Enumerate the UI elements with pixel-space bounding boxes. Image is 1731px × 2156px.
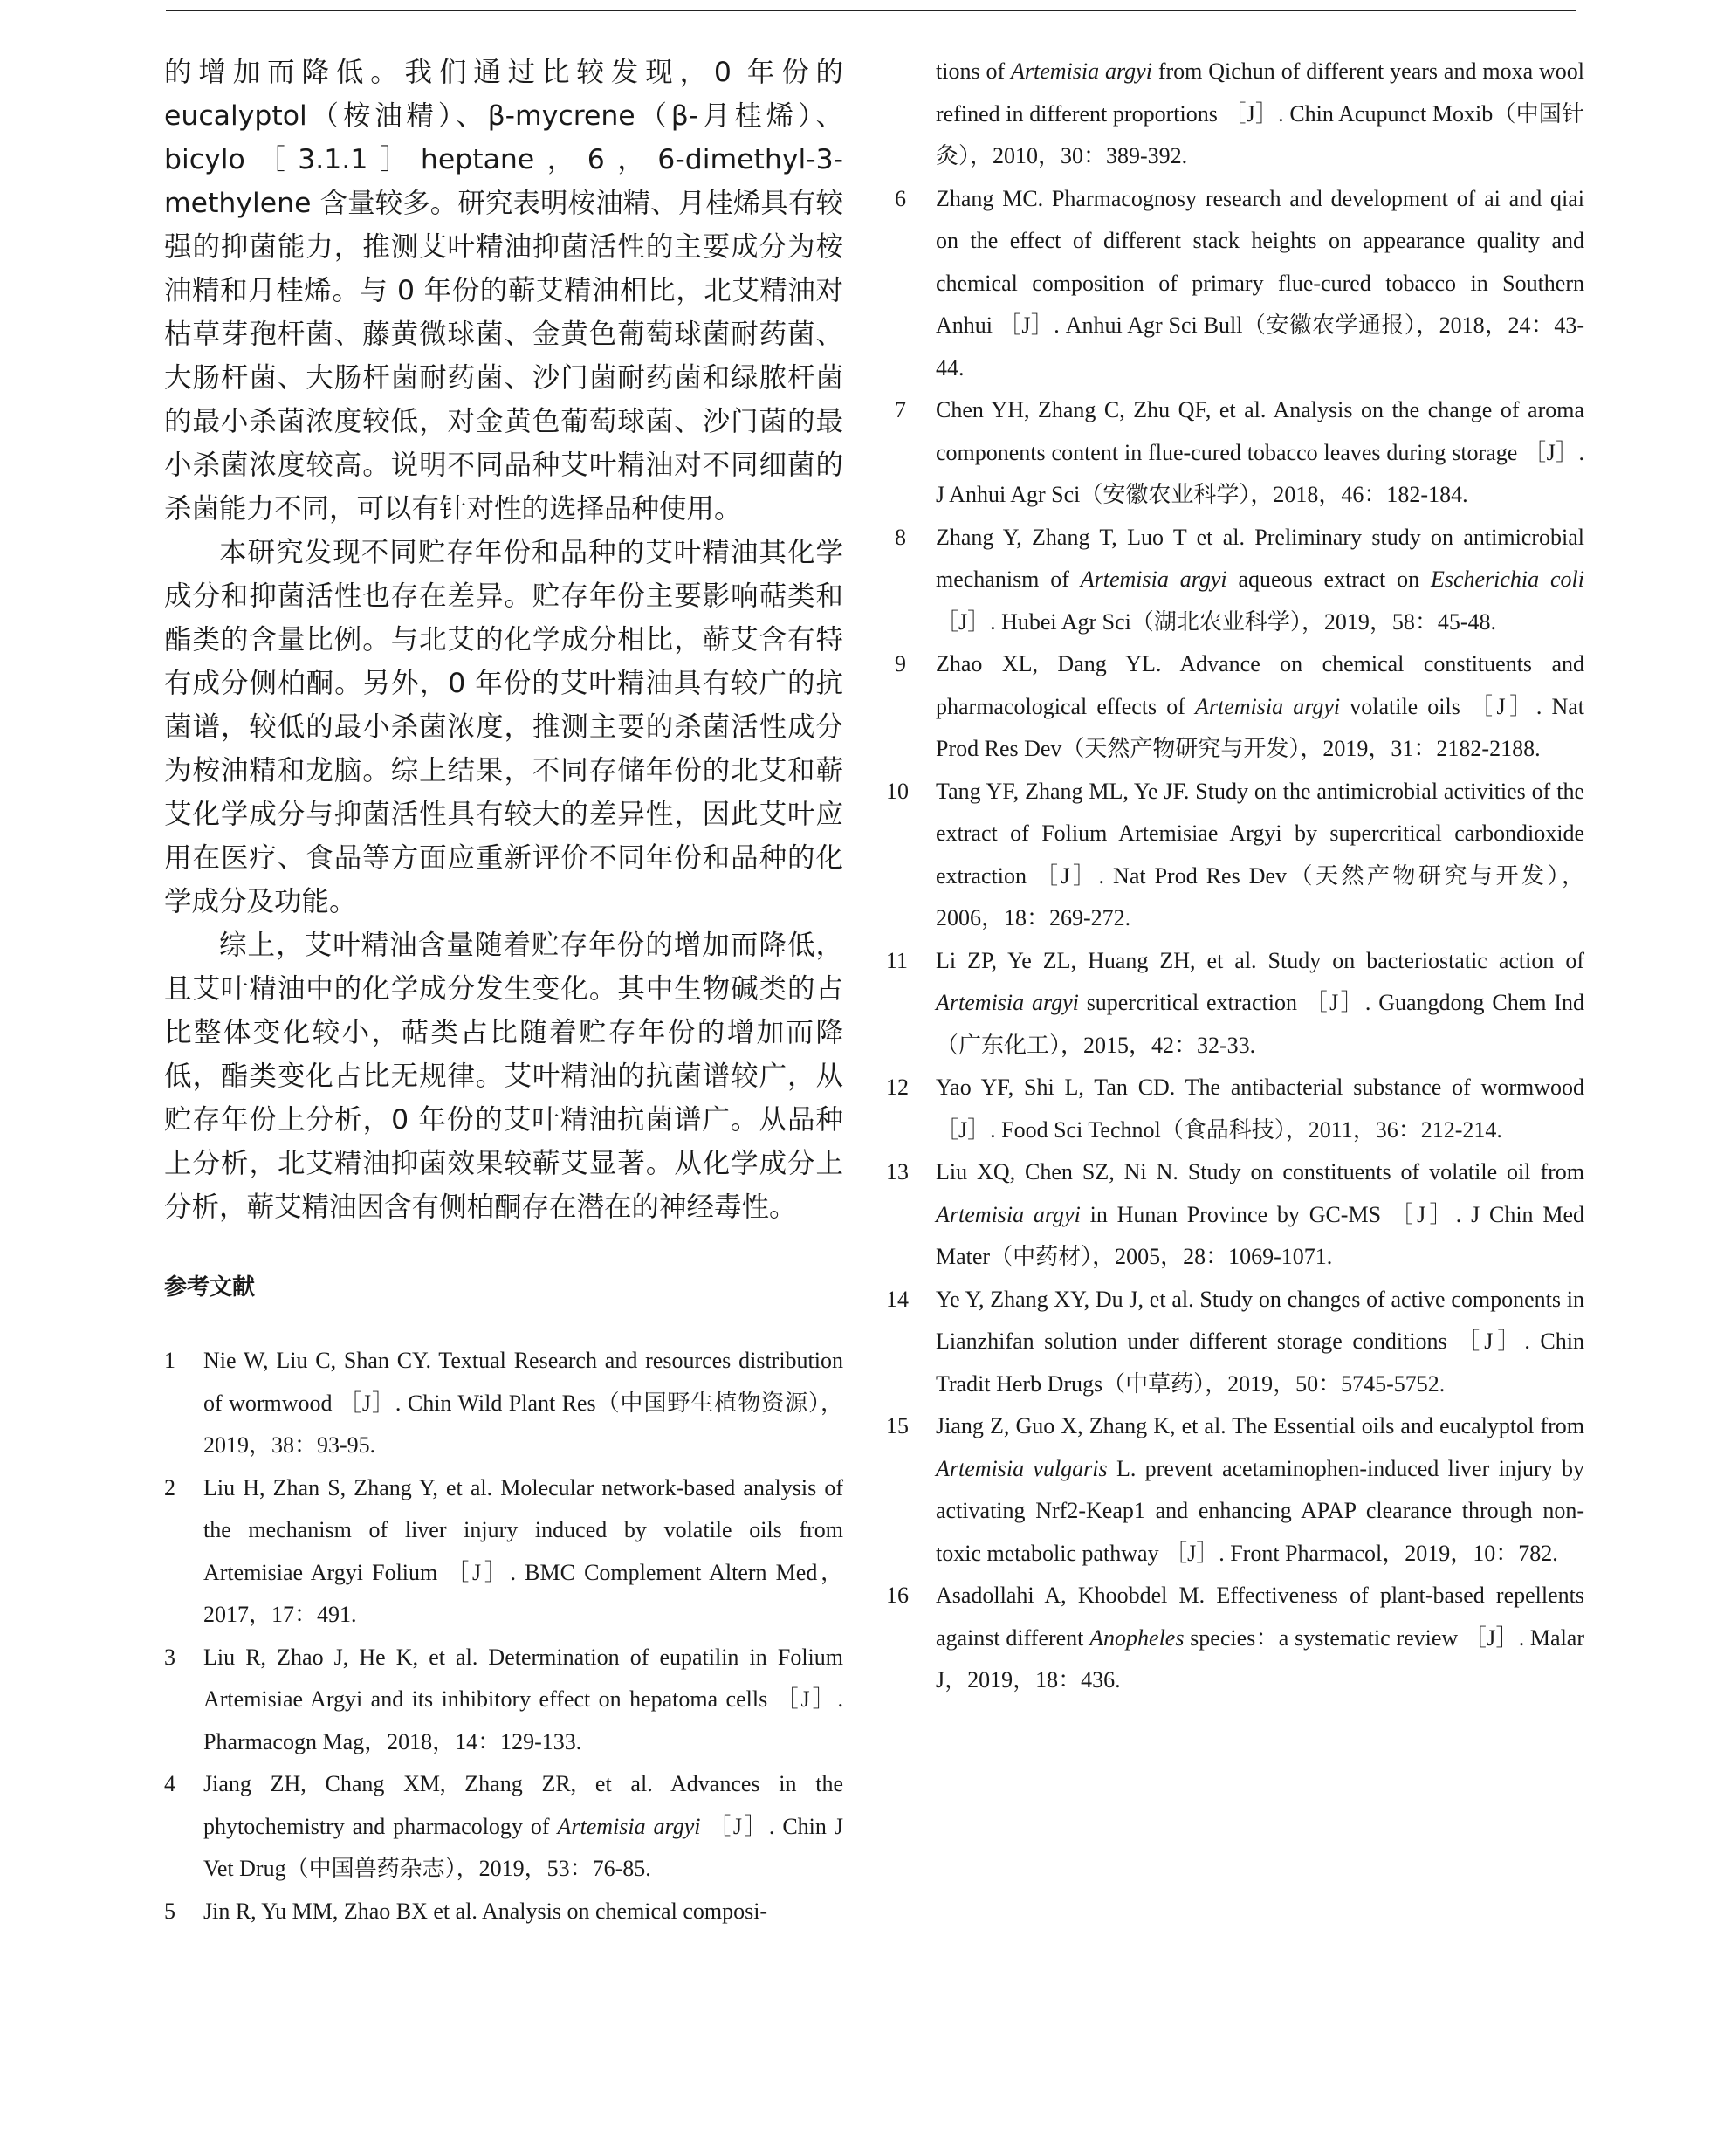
reference-number: 4 (164, 1771, 175, 1796)
reference-item (886, 1279, 1584, 1406)
reference-text: Zhang Y, Zhang T, Luo T et al. Preliminary study on antimicrobial mechanism of (936, 524, 1584, 592)
reference-species-name: Escherichia coli (1430, 566, 1584, 592)
reference-text: Liu XQ, Chen SZ, Ni N. Study on constituents of volatile oil from (936, 1159, 1584, 1184)
reference-number: 9 (895, 651, 906, 676)
reference-species-name: Artemisia argyi (1080, 566, 1227, 592)
right-column (886, 51, 1585, 1702)
reference-list-right (886, 51, 1585, 1702)
reference-text: Yao YF, Shi L, Tan CD. The antibacterial substance of wormwood ［J］. Food Sci Technol（食品科技），2011，36：212-214. (936, 1075, 1584, 1143)
reference-item (164, 1763, 843, 1891)
reference-number: 13 (886, 1159, 909, 1184)
reference-species-name: Artemisia argyi (936, 1201, 1081, 1227)
reference-number: 11 (886, 947, 909, 973)
reference-species-name: Artemisia argyi (1011, 58, 1152, 84)
reference-text: L. prevent acetaminophen-induced liver injury by activating Nrf2-Keap1 and enhancing APAP clearance through non-toxic metabolic pathway ［J］. Front Pharmacol，2019，10：782. (936, 1455, 1584, 1566)
reference-text: Jin R, Yu MM, Zhao BX et al. Analysis on chemical composi- (203, 1898, 768, 1924)
reference-number: 15 (886, 1413, 909, 1438)
reference-species-name: Anopheles (1089, 1624, 1185, 1651)
reference-text: ［J］. Chin J Vet Drug（中国兽药杂志），2019，53：76-85. (203, 1813, 843, 1881)
reference-text: Nie W, Liu C, Shan CY. Textual Research and resources distribution of wormwood ［J］. Chin Wild Plant Res（中国野生植物资源），2019，38：93-95. (203, 1348, 843, 1458)
reference-text: ［J］. Hubei Agr Sci（湖北农业科学），2019，58：45-48. (936, 608, 1497, 635)
reference-text: Zhao XL, Dang YL. Advance on chemical constituents and pharmacological effects of (936, 651, 1584, 719)
reference-text: Liu H, Zhan S, Zhang Y, et al. Molecular network-based analysis of the mechanism of liver injury induced by volatile oils from Artemisiae Argyi Folium ［J］. BMC Complement Altern Med，2017，17：491. (203, 1474, 843, 1627)
body-paragraph-2: 本研究发现不同贮存年份和品种的艾叶精油其化学成分和抑菌活性也存在差异。贮存年份主要影响萜类和酯类的含量比例。与北艾的化学成分相比，蕲艾含有特有成分侧柏酮。另外，0 年份的艾叶精油具有较广的抗菌谱，较低的最小杀菌浓度，推测主要的杀菌活性成分为桉油精和龙脑。综上结果，不同存储年份的北艾和蕲艾化学成分与抑菌活性具有较大的差异性，因此艾叶应用在医疗、食品等方面应重新评价不同年份和品种的化学成分及功能。 (164, 537, 843, 917)
header-rule (166, 10, 1576, 11)
reference-item (886, 940, 1584, 1068)
reference-text: Jiang Z, Guo X, Zhang K, et al. The Essential oils and eucalyptol from (936, 1413, 1584, 1438)
reference-number: 7 (895, 397, 906, 422)
reference-number: 12 (886, 1075, 909, 1100)
body-paragraph-3: 综上，艾叶精油含量随着贮存年份的增加而降低，且艾叶精油中的化学成分发生变化。其中生物碱类的占比整体变化较小，萜类占比随着贮存年份的增加而降低，酯类变化占比无规律。艾叶精油的抗菌谱较广，从贮存年份上分析，0 年份的艾叶精油抗菌谱广。从品种上分析，北艾精油抑菌效果较蕲艾显著。从化学成分上分析，蕲艾精油因含有侧柏酮存在潜在的神经毒性。 (164, 930, 843, 1223)
reference-item (895, 51, 1584, 178)
reference-text: Ye Y, Zhang XY, Du J, et al. Study on changes of active components in Lianzhifan solution under different storage conditions ［J］. Chin Tradit Herb Drugs（中草药），2019，50：5745-5752. (936, 1286, 1584, 1397)
reference-species-name: Artemisia vulgaris (936, 1455, 1108, 1481)
reference-number: 1 (164, 1348, 175, 1373)
reference-list-left (164, 1340, 843, 1933)
reference-text: Liu R, Zhao J, He K, et al. Determination of eupatilin in Folium Artemisiae Argyi and its inhibitory effect on hepatoma cells ［J］. Pharmacogn Mag，2018，14：129-133. (203, 1644, 843, 1754)
reference-number: 6 (895, 185, 906, 211)
reference-text: from Qichun of different years and moxa wool refined in different proportions ［J］. Chin Acupunct Moxib（中国针灸），2010，30：389-392. (936, 58, 1584, 168)
reference-number: 5 (164, 1898, 175, 1924)
reference-text: supercritical extraction ［J］. Guangdong Chem Ind（广东化工），2015，42：32-33. (936, 990, 1584, 1058)
body-paragraph-1: 的增加而降低。我们通过比较发现，0 年份的 eucalyptol（桉油精）、β-mycrene（β-月桂烯）、bicylo［3.1.1］heptane，6，6-dimethyl-3-methylene 含量较多。研究表明桉油精、月桂烯具有较强的抑菌能力，推测艾叶精油抑菌活性的主要成分为桉油精和月桂烯。与 0 年份的蕲艾精油相比，北艾精油对枯草芽孢杆菌、藤黄微球菌、金黄色葡萄球菌耐药菌、大肠杆菌、大肠杆菌耐药菌、沙门菌耐药菌和绿脓杆菌的最小杀菌浓度较低，对金黄色葡萄球菌、沙门菌的最小杀菌浓度较高。说明不同品种艾叶精油对不同细菌的杀菌能力不同，可以有针对性的选择品种使用。 (164, 57, 843, 525)
reference-item (164, 1467, 843, 1637)
reference-text: Chen YH, Zhang C, Zhu QF, et al. Analysis on the change of aroma components content in flue-cured tobacco leaves during storage ［J］. J Anhui Agr Sci（安徽农业科学），2018，46：182-184. (936, 397, 1584, 507)
reference-species-name: Artemisia argyi (1195, 693, 1341, 719)
reference-item (895, 643, 1584, 771)
reference-item (886, 771, 1584, 940)
reference-text: Asadollahi A, Khoobdel M. Effectiveness of plant-based repellents against different (936, 1583, 1584, 1651)
reference-number: 16 (886, 1583, 909, 1608)
reference-number: 10 (886, 778, 909, 804)
left-column (164, 51, 843, 1933)
reference-species-name: Artemisia argyi (936, 990, 1079, 1015)
reference-text: Zhang MC. Pharmacognosy research and development of ai and qiai on the effect of different stack heights on appearance quality and chemical composition of primary flue-cured tobacco in Southern Anhui ［J］. Anhui Agr Sci Bull（安徽农学通报），2018，24：43-44. (936, 185, 1584, 381)
reference-item (895, 389, 1584, 517)
reference-item (895, 178, 1584, 390)
reference-text: Li ZP, Ye ZL, Huang ZH, et al. Study on bacteriostatic action of (936, 947, 1584, 973)
reference-text: in Hunan Province by GC-MS ［J］. J Chin Med Mater（中药材），2005，28：1069-1071. (936, 1201, 1584, 1269)
reference-text: tions of (936, 58, 1012, 84)
reference-text: Jiang ZH, Chang XM, Zhang ZR, et al. Advances in the phytochemistry and pharmacology of (203, 1771, 843, 1839)
reference-number: 8 (895, 524, 906, 550)
references-heading: 参考文献 (164, 1274, 256, 1301)
reference-species-name: Artemisia argyi (557, 1813, 701, 1839)
reference-item (895, 517, 1584, 644)
reference-number: 3 (164, 1644, 175, 1670)
reference-item (164, 1891, 843, 1933)
reference-item (886, 1575, 1585, 1702)
reference-number: 2 (164, 1474, 175, 1500)
reference-text: volatile oils ［J］. Nat Prod Res Dev（天然产物研究与开发），2019，31：2182-2188. (936, 693, 1584, 761)
reference-item (886, 1405, 1584, 1575)
reference-item (886, 1151, 1584, 1279)
reference-item (886, 1067, 1584, 1151)
reference-number: 14 (886, 1286, 909, 1312)
reference-item (164, 1340, 843, 1467)
reference-item (164, 1637, 843, 1764)
reference-text: Tang YF, Zhang ML, Ye JF. Study on the antimicrobial activities of the extract of Folium Artemisiae Argyi by supercritical carbondioxide extraction ［J］. Nat Prod Res Dev（天然产物研究与开发），2006，18：269-272. (936, 778, 1584, 930)
reference-text: aqueous extract on (1226, 566, 1431, 592)
reference-text: species：a systematic review ［J］. Malar J，2019，18：436. (936, 1624, 1585, 1693)
